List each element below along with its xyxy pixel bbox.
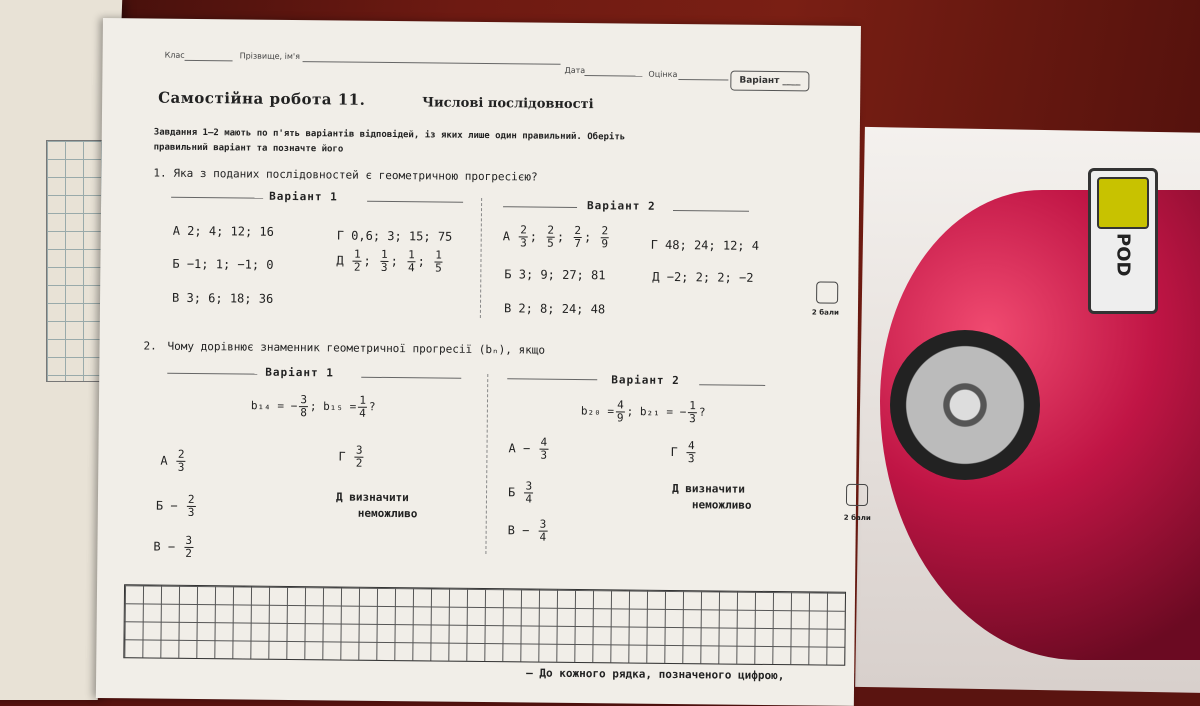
q1-v1-d-frac-1: $\frac{1}{2}$ bbox=[353, 247, 361, 274]
q1-v2-option-v: В 2; 8; 24; 48 bbox=[503, 301, 606, 317]
q2-v2-condition: b₂₀ = $\frac{4}{9}$ ; b₂₁ = − $\frac{1}{3}$ ? bbox=[580, 398, 706, 426]
q1-answer-box[interactable] bbox=[816, 281, 838, 303]
q2-v1-option-d-line2: неможливо bbox=[357, 506, 418, 521]
q1-v1-d-frac-2: $\frac{1}{3}$ bbox=[380, 247, 388, 274]
q1-v1-option-d: Д $\frac{1}{2}$ ; $\frac{1}{3}$ ; $\frac{1}{4}$ ; $\frac{1}{5}$ bbox=[336, 247, 442, 275]
q2-v1-option-v: В − $\frac{3}{2}$ bbox=[153, 533, 193, 560]
q2-v2-option-v: В − $\frac{3}{4}$ bbox=[507, 517, 547, 544]
q2-v1-condition: b₁₄ = − $\frac{3}{8}$ ; b₁₅ = $\frac{1}{4}$ ? bbox=[250, 393, 376, 420]
class-label: Клас bbox=[164, 50, 185, 60]
logo-text: POD bbox=[1112, 233, 1134, 277]
q1-v2-a-frac-1: $\frac{2}{3}$ bbox=[520, 223, 527, 250]
instruction-line-2: правильний варіант та позначте його bbox=[153, 142, 344, 155]
variant-box: Варіант ____ bbox=[730, 71, 809, 92]
surname-line bbox=[303, 61, 561, 65]
q1-v2-rule-left bbox=[503, 206, 577, 208]
q2-v2-option-d-line1: Д визначити bbox=[672, 481, 746, 496]
class-line bbox=[185, 60, 233, 62]
q1-v1-rule-left bbox=[171, 197, 263, 199]
date-line bbox=[584, 75, 642, 77]
date-label: Дата bbox=[564, 65, 586, 76]
page-subtitle: Числові послідовності bbox=[422, 95, 594, 113]
q1-v2-option-b: Б 3; 9; 27; 81 bbox=[504, 267, 606, 283]
q1-v1-option-d-letter: Д bbox=[336, 253, 344, 268]
q1-v2-option-d: Д −2; 2; 2; −2 bbox=[652, 269, 754, 285]
q1-v1-rule-right bbox=[367, 201, 463, 203]
car-wheel-image bbox=[890, 330, 1040, 480]
bottom-instruction: — До кожного рядка, позначеного цифрою, bbox=[526, 666, 785, 683]
q1-separator bbox=[480, 198, 482, 318]
q1-v1-d-frac-3: $\frac{1}{4}$ bbox=[407, 248, 415, 275]
q2-v2-option-b: Б $\frac{3}{4}$ bbox=[507, 479, 533, 506]
q2-v2-option-g: Г $\frac{4}{3}$ bbox=[670, 439, 695, 466]
q1-v1-option-a: А 2; 4; 12; 16 bbox=[172, 223, 275, 239]
q1-number: 1. bbox=[153, 166, 167, 180]
q2-v1-option-g: Г $\frac{3}{2}$ bbox=[338, 443, 363, 470]
q2-v1-rule-right bbox=[361, 377, 461, 379]
q1-v2-a-frac-2: $\frac{2}{5}$ bbox=[547, 223, 555, 250]
q2-points: 2 бали bbox=[843, 513, 871, 523]
q1-v2-option-g: Г 48; 24; 12; 4 bbox=[650, 237, 760, 253]
q1-v2-option-a: А $\frac{2}{3}$ ; $\frac{2}{5}$ ; $\frac{2}{7}$ ; $\frac{2}{9}$ bbox=[502, 223, 609, 251]
logo-emblem bbox=[1097, 177, 1149, 229]
q2-v2-rule-right bbox=[699, 384, 765, 386]
q2-v1-option-d-line1: Д визначити bbox=[335, 490, 409, 505]
surname-label: Прізвище, ім'я bbox=[239, 51, 300, 62]
q1-v1-option-v: В 3; 6; 18; 36 bbox=[172, 290, 274, 306]
variant-box-label: Варіант bbox=[739, 75, 780, 87]
instruction-line-1: Завдання 1–2 мають по п'ять варіантів відповідей, із яких лише один правильний. Оберіть bbox=[153, 127, 626, 143]
page-title: Самостійна робота 11. bbox=[158, 88, 366, 109]
q1-v1-option-b: Б −1; 1; −1; 0 bbox=[172, 256, 274, 272]
q2-v1-rule-left bbox=[167, 373, 257, 375]
q1-v1-d-frac-4: $\frac{1}{5}$ bbox=[435, 248, 442, 275]
q1-v2-option-a-letter: А bbox=[502, 229, 511, 244]
q2-v1-option-b: Б − $\frac{2}{3}$ bbox=[155, 492, 195, 519]
q2-v2-option-d-line2: неможливо bbox=[691, 498, 752, 512]
q1-v2-a-frac-4: $\frac{2}{9}$ bbox=[601, 224, 609, 251]
q2-v1-option-a: А $\frac{2}{3}$ bbox=[160, 447, 185, 474]
grade-line bbox=[678, 79, 728, 81]
grade-label: Оцінка bbox=[648, 69, 678, 80]
q1-points: 2 бали bbox=[811, 308, 839, 317]
q1-v2-a-frac-3: $\frac{2}{7}$ bbox=[574, 223, 582, 251]
q1-v1-option-g: Г 0,6; 3; 15; 75 bbox=[336, 228, 453, 244]
q1-variant1-label: Варіант 1 bbox=[269, 189, 338, 204]
left-page-grid bbox=[46, 140, 106, 382]
q2-variant2-label: Варіант 2 bbox=[611, 373, 680, 388]
q2-answer-box[interactable] bbox=[846, 484, 868, 506]
q1-v2-rule-right bbox=[673, 210, 749, 212]
answer-grid[interactable] bbox=[123, 584, 846, 666]
magazine-logo bbox=[1088, 168, 1158, 314]
q2-v2-option-a: А − $\frac{4}{3}$ bbox=[508, 435, 548, 462]
q1-text: Яка з поданих послідовностей є геометричною прогресією? bbox=[173, 166, 538, 184]
q2-number: 2. bbox=[143, 339, 157, 353]
q2-v2-rule-left bbox=[507, 378, 597, 380]
q2-separator bbox=[485, 374, 488, 554]
q2-variant1-label: Варіант 1 bbox=[265, 365, 334, 380]
q2-text: Чому дорівнює знаменник геометричної прогресії (bₙ), якщо bbox=[167, 339, 546, 357]
worksheet bbox=[96, 18, 871, 706]
q1-variant2-label: Варіант 2 bbox=[586, 199, 656, 213]
